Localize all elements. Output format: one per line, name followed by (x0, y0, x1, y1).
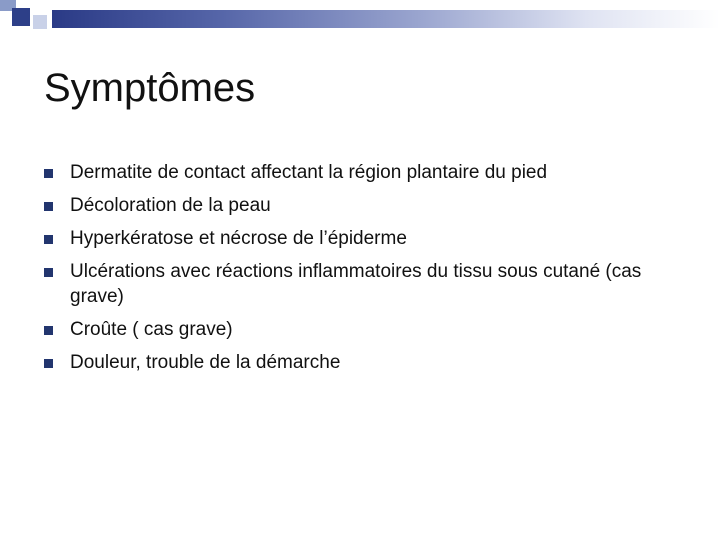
square-bullet-icon (44, 268, 53, 277)
bullet-item (44, 226, 694, 251)
bullet-item (44, 350, 694, 375)
bullet-text: Hyperkératose et nécrose de l’épiderme (70, 228, 407, 249)
deco-square (22, 32, 36, 46)
square-bullet-icon (44, 359, 53, 368)
header-decoration (0, 0, 720, 48)
bullet-item (44, 317, 694, 342)
slide-title: Symptômes (44, 66, 256, 110)
bullet-list (44, 160, 694, 383)
square-bullet-icon (44, 235, 53, 244)
deco-square (12, 8, 30, 26)
bullet-text: Ulcérations avec réactions inflammatoires du tissu sous cutané (cas grave) (70, 261, 642, 307)
bullet-text: Décoloration de la peau (70, 195, 271, 216)
deco-square (0, 28, 12, 40)
bullet-text: Dermatite de contact affectant la région plantaire du pied (70, 162, 548, 183)
square-bullet-icon (44, 169, 53, 178)
bullet-text: Douleur, trouble de la démarche (70, 352, 341, 373)
bullet-item (44, 160, 694, 185)
header-gradient-bar (52, 10, 720, 28)
deco-square (32, 14, 48, 30)
bullet-item (44, 259, 694, 309)
bullet-item (44, 193, 694, 218)
square-bullet-icon (44, 326, 53, 335)
square-bullet-icon (44, 202, 53, 211)
bullet-text: Croûte ( cas grave) (70, 319, 233, 340)
